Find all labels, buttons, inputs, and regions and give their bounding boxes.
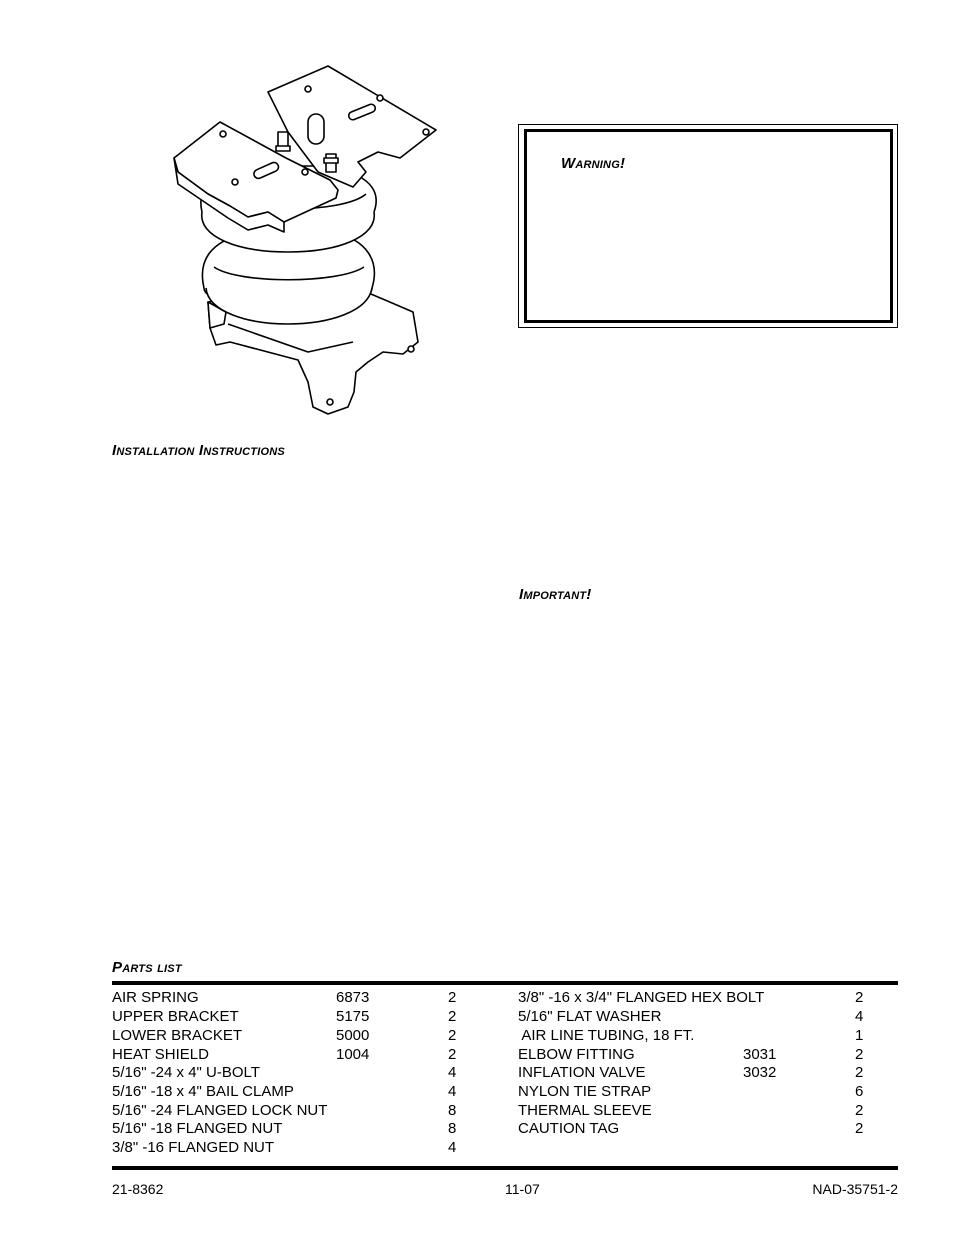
part-quantity: 8 — [448, 1120, 457, 1137]
part-name: 3/8" -16 FLANGED NUT — [112, 1139, 275, 1156]
part-quantity: 2 — [448, 989, 457, 1006]
part-number: 3032 — [743, 1064, 777, 1081]
part-name: 5/16" -18 x 4" BAIL CLAMP — [112, 1083, 294, 1100]
part-number: 5175 — [336, 1008, 370, 1025]
part-quantity: 1 — [855, 1027, 864, 1044]
parts-list-top-rule — [112, 981, 898, 985]
part-quantity: 2 — [448, 1027, 457, 1044]
part-name: AIR LINE TUBING, 18 FT. — [518, 1027, 695, 1044]
footer-part-code: NAD-35751-2 — [812, 1181, 898, 1197]
part-quantity: 2 — [855, 1102, 864, 1119]
part-number: 1004 — [336, 1046, 370, 1063]
part-name: LOWER BRACKET — [112, 1027, 243, 1044]
part-quantity: 4 — [448, 1139, 457, 1156]
part-name: 5/16" FLAT WASHER — [518, 1008, 662, 1025]
part-quantity: 4 — [855, 1008, 864, 1025]
part-name: HEAT SHIELD — [112, 1046, 209, 1063]
part-name: INFLATION VALVE — [518, 1064, 646, 1081]
warning-box — [518, 124, 898, 328]
installation-instructions-title: Installation Instructions — [112, 442, 285, 459]
part-name: NYLON TIE STRAP — [518, 1083, 652, 1100]
part-quantity: 2 — [855, 989, 864, 1006]
warning-title: Warning! — [561, 155, 626, 172]
part-quantity: 2 — [448, 1008, 457, 1025]
part-number: 5000 — [336, 1027, 370, 1044]
part-quantity: 2 — [448, 1046, 457, 1063]
part-quantity: 6 — [855, 1083, 864, 1100]
part-quantity: 8 — [448, 1102, 457, 1119]
air-spring-assembly-icon — [168, 62, 440, 424]
part-number: 6873 — [336, 989, 370, 1006]
part-name: AIR SPRING — [112, 989, 199, 1006]
part-quantity: 2 — [855, 1046, 864, 1063]
part-quantity: 2 — [855, 1064, 864, 1081]
important-title: Important! — [519, 586, 592, 603]
part-name: 5/16" -24 x 4" U-BOLT — [112, 1064, 260, 1081]
part-quantity: 4 — [448, 1083, 457, 1100]
part-name: 5/16" -18 FLANGED NUT — [112, 1120, 283, 1137]
part-number: 3031 — [743, 1046, 777, 1063]
warning-box-inner-border — [524, 129, 893, 323]
part-name: CAUTION TAG — [518, 1120, 620, 1137]
part-name: 3/8" -16 x 3/4" FLANGED HEX BOLT — [518, 989, 765, 1006]
part-quantity: 2 — [855, 1120, 864, 1137]
part-name: UPPER BRACKET — [112, 1008, 239, 1025]
footer-document-number: 21-8362 — [112, 1181, 164, 1197]
part-name: 5/16" -24 FLANGED LOCK NUT — [112, 1102, 328, 1119]
part-name: ELBOW FITTING — [518, 1046, 635, 1063]
parts-list-title: Parts list — [112, 959, 182, 976]
footer-date: 11-07 — [505, 1181, 540, 1197]
parts-list-bottom-rule — [112, 1166, 898, 1170]
part-name: THERMAL SLEEVE — [518, 1102, 652, 1119]
part-quantity: 4 — [448, 1064, 457, 1081]
